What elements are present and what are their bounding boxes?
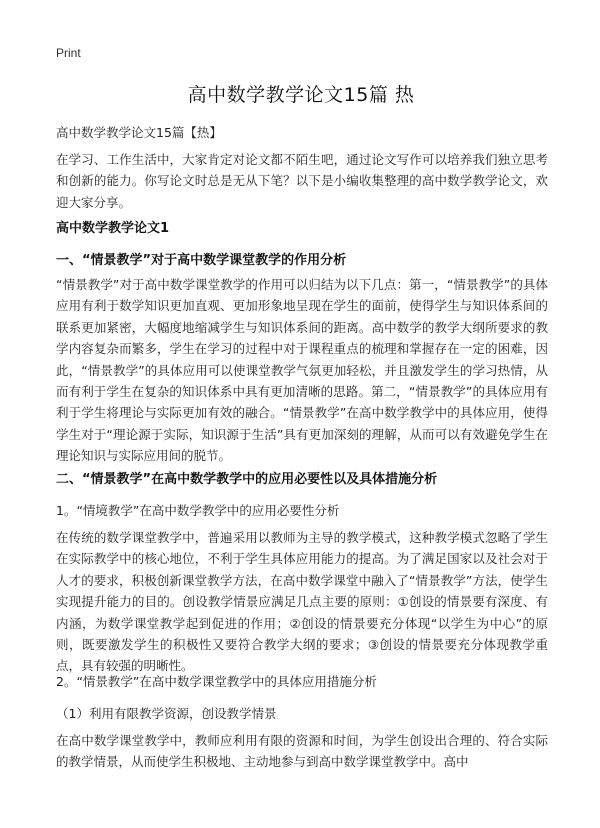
document-title: 高中数学教学论文15篇 热 [187,84,415,106]
section1-paragraph: “情景教学”对于高中数学课堂教学的作用可以归结为以下几点：第一，“情景教学”的具体应用有利于数学知识更加直观、更加形象地呈现在学生的面前，使得学生与知识体系间的联系更加紧密，大幅度地缩减学生与知识体系间的距离。高中数学的教学大纲所要求的教学内容复杂而繁多，学生在学习的过程中对于课程重点的梳理和掌握存在一定的困难，因此，“情景教学”的具体应用可以使课堂教学气氛更加轻松，并且激发学生的学习热情，从而有利于学生在复杂的知识体系中具有更加清晰的思路。第二，“情景教学”的具体应用有利于学生将理论与实际更加有效的融合。“情景教学”在高中数学教学中的具体应用，使得学生对于“理论源于实际，知识源于生活”具有更加深刻的理解，从而可以有效避免学生在理论知识与实际应用间的脱节。 [56,277,548,464]
print-link[interactable]: Print [56,46,81,60]
subsection2-item1: （1）利用有限教学资源，创设教学情景 [56,706,277,721]
subsection1-heading: 1。“情境教学”在高中数学教学中的应用必要性分析 [56,503,340,518]
section1-heading: 一、“情景教学”对于高中数学课堂教学的作用分析 [56,253,347,268]
paper1-heading: 高中数学教学论文1 [56,221,170,236]
document-subtitle: 高中数学教学论文15篇【热】 [56,125,222,140]
section2-heading: 二、“情景教学”在高中数学教学中的应用必要性以及具体措施分析 [56,472,438,487]
subsection1-paragraph: 在传统的数学课堂教学中，普遍采用以教师为主导的教学模式，这种教学模式忽略了学生在实际教学中的核心地位，不利于学生具体应用能力的提高。为了满足国家以及社会对于人才的要求，积极创新课堂教学方法，在高中数学课堂中融入了“情景教学”方法，使学生实现提升能力的目的。创设教学情景应满足几点主要的原则：①创设的情景要有深度、有内涵，为数学课堂教学起到促进的作用；②创设的情景要充分体现“以学生为中心”的原则，既要激发学生的积极性又要符合教学大纲的要求；③创设的情景要充分体现教学重点，具有较强的明晰性。 [56,530,548,674]
subsection2-heading: 2。“情景教学”在高中数学课堂教学中的具体应用措施分析 [56,674,377,689]
subsection2-paragraph: 在高中数学课堂教学中，教师应利用有限的资源和时间，为学生创设出合理的、符合实际的教学情景，从而使学生积极地、主动地参与到高中数学课堂教学中。高中 [56,733,548,770]
intro-paragraph: 在学习、工作生活中，大家肯定对论文都不陌生吧，通过论文写作可以培养我们独立思考和创新的能力。你写论文时总是无从下笔？以下是小编收集整理的高中数学教学论文，欢迎大家分享。 [56,152,548,210]
